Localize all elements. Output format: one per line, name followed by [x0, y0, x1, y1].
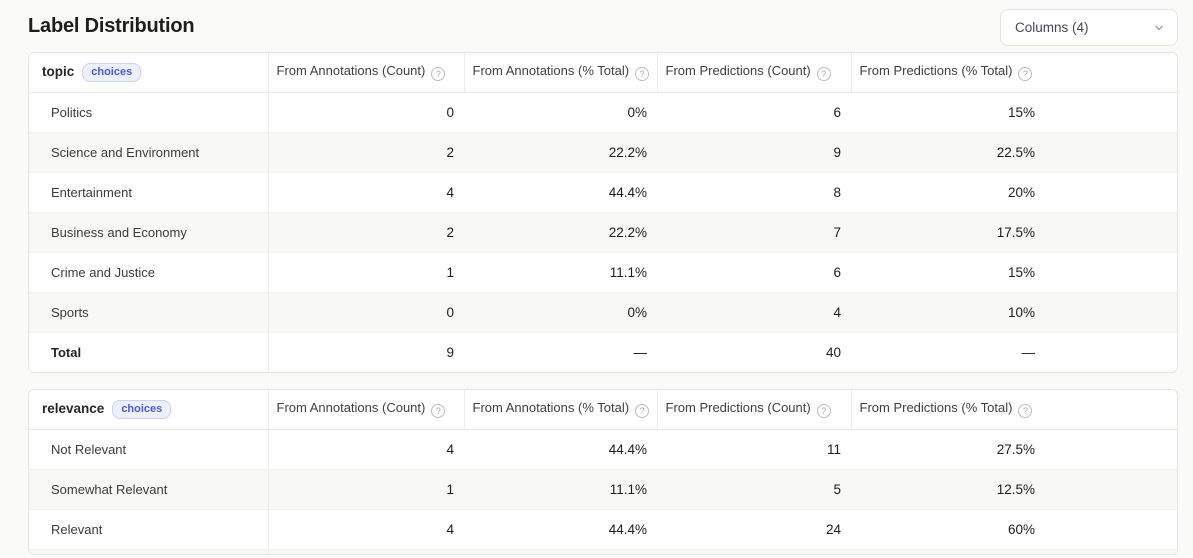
- row-value: 22.2%: [464, 132, 657, 172]
- field-type-badge: choices: [82, 63, 141, 82]
- row-value: 20%: [851, 172, 1045, 212]
- topic-distribution-card: [28, 52, 1178, 373]
- row-value: 15%: [851, 252, 1045, 292]
- column-header: [851, 390, 1045, 429]
- field-header-cell: [29, 53, 268, 92]
- row-value: [268, 549, 464, 554]
- row-value: 4: [268, 172, 464, 212]
- page-title: Label Distribution: [28, 15, 195, 37]
- row-value: 17.5%: [851, 212, 1045, 252]
- table-row: [29, 252, 1177, 292]
- row-value: 44.4%: [464, 509, 657, 549]
- field-name: relevance: [42, 400, 105, 416]
- row-value: 5: [657, 469, 851, 509]
- column-header-label: From Annotations (% Total): [472, 63, 630, 79]
- table-header-row: [29, 390, 1177, 429]
- row-value: 1: [268, 469, 464, 509]
- table-row: [29, 132, 1177, 172]
- column-header-label: From Annotations (Count): [276, 63, 426, 79]
- row-label: Not Relevant: [29, 429, 268, 469]
- row-value: 11: [657, 429, 851, 469]
- filler-cell: [1045, 332, 1177, 372]
- column-header: [464, 53, 657, 92]
- row-value: 0%: [464, 292, 657, 332]
- filler-header-cell: [1045, 390, 1177, 429]
- row-value: 44.4%: [464, 429, 657, 469]
- column-header-label: From Annotations (% Total): [472, 400, 630, 416]
- row-value: 11.1%: [464, 469, 657, 509]
- column-header: [657, 390, 851, 429]
- column-header: [657, 53, 851, 92]
- table-row: [29, 172, 1177, 212]
- row-label: Entertainment: [29, 172, 268, 212]
- filler-cell: [1045, 509, 1177, 549]
- row-value: 8: [657, 172, 851, 212]
- row-value: 7: [657, 212, 851, 252]
- column-header: [268, 390, 464, 429]
- field-name: topic: [42, 63, 75, 79]
- column-header-label: From Predictions (% Total): [859, 400, 1013, 416]
- row-label: Relevant: [29, 509, 268, 549]
- column-header: [464, 390, 657, 429]
- row-value: 9: [446, 344, 454, 360]
- filler-cell: [1045, 429, 1177, 469]
- row-value: 60%: [851, 509, 1045, 549]
- column-header-label: From Predictions (Count): [665, 400, 811, 416]
- row-value: 44.4%: [464, 172, 657, 212]
- column-header: [851, 53, 1045, 92]
- row-value: [851, 549, 1045, 554]
- help-icon[interactable]: ?: [431, 404, 445, 418]
- row-value: 24: [657, 509, 851, 549]
- filler-cell: [1045, 292, 1177, 332]
- column-header: [268, 53, 464, 92]
- row-value: 0%: [464, 92, 657, 132]
- row-label: Somewhat Relevant: [29, 469, 268, 509]
- row-value: 6: [657, 92, 851, 132]
- row-value: 10%: [851, 292, 1045, 332]
- table-row-cutoff: [29, 549, 1177, 554]
- table-row: [29, 92, 1177, 132]
- row-value: 22.2%: [464, 212, 657, 252]
- row-value: 15%: [851, 92, 1045, 132]
- row-value: 22.5%: [851, 132, 1045, 172]
- filler-cell: [1045, 132, 1177, 172]
- topbar: [28, 0, 1178, 52]
- field-type-badge: choices: [112, 400, 171, 419]
- table-row: [29, 509, 1177, 549]
- column-header-label: From Annotations (Count): [276, 400, 426, 416]
- help-icon[interactable]: ?: [817, 404, 831, 418]
- row-value: 6: [657, 252, 851, 292]
- row-label: Science and Environment: [29, 132, 268, 172]
- filler-cell: [1045, 549, 1177, 554]
- row-value: —: [633, 344, 647, 360]
- row-value: 12.5%: [851, 469, 1045, 509]
- row-label: Business and Economy: [29, 212, 268, 252]
- chevron-down-icon: [1153, 22, 1165, 34]
- column-header-label: From Predictions (Count): [665, 63, 811, 79]
- row-value: 4: [268, 509, 464, 549]
- row-value: 2: [268, 132, 464, 172]
- help-icon[interactable]: ?: [635, 404, 649, 418]
- filler-cell: [1045, 469, 1177, 509]
- help-icon[interactable]: ?: [431, 67, 445, 81]
- row-label: Sports: [29, 292, 268, 332]
- row-value: 4: [268, 429, 464, 469]
- row-label: Crime and Justice: [29, 252, 268, 292]
- row-value: 27.5%: [851, 429, 1045, 469]
- row-label: Politics: [29, 92, 268, 132]
- topic-distribution-table: [29, 53, 1177, 372]
- row-value: 1: [268, 252, 464, 292]
- filler-cell: [1045, 172, 1177, 212]
- row-label: [29, 549, 268, 554]
- columns-dropdown-label: Columns (4): [1015, 20, 1089, 35]
- row-value: 40: [825, 344, 841, 360]
- field-header-cell: [29, 390, 268, 429]
- relevance-distribution-card: [28, 389, 1178, 555]
- row-value: —: [1021, 344, 1035, 360]
- help-icon[interactable]: ?: [635, 67, 649, 81]
- filler-cell: [1045, 252, 1177, 292]
- filler-header-cell: [1045, 53, 1177, 92]
- help-icon[interactable]: ?: [1018, 67, 1032, 81]
- table-header-row: [29, 53, 1177, 92]
- row-value: 11.1%: [464, 252, 657, 292]
- row-value: [657, 549, 851, 554]
- table-row: [29, 212, 1177, 252]
- row-value: [464, 549, 657, 554]
- help-icon[interactable]: ?: [1018, 404, 1032, 418]
- row-value: 0: [268, 292, 464, 332]
- row-label: Total: [29, 332, 268, 372]
- row-value: 0: [268, 92, 464, 132]
- table-row: [29, 469, 1177, 509]
- columns-dropdown[interactable]: [1000, 9, 1178, 46]
- help-icon[interactable]: ?: [817, 67, 831, 81]
- relevance-distribution-table: [29, 390, 1177, 554]
- column-header-label: From Predictions (% Total): [859, 63, 1013, 79]
- table-row: [29, 332, 1177, 372]
- filler-cell: [1045, 212, 1177, 252]
- table-row: [29, 292, 1177, 332]
- filler-cell: [1045, 92, 1177, 132]
- table-row: [29, 429, 1177, 469]
- row-value: 9: [657, 132, 851, 172]
- row-value: 2: [268, 212, 464, 252]
- row-value: 4: [657, 292, 851, 332]
